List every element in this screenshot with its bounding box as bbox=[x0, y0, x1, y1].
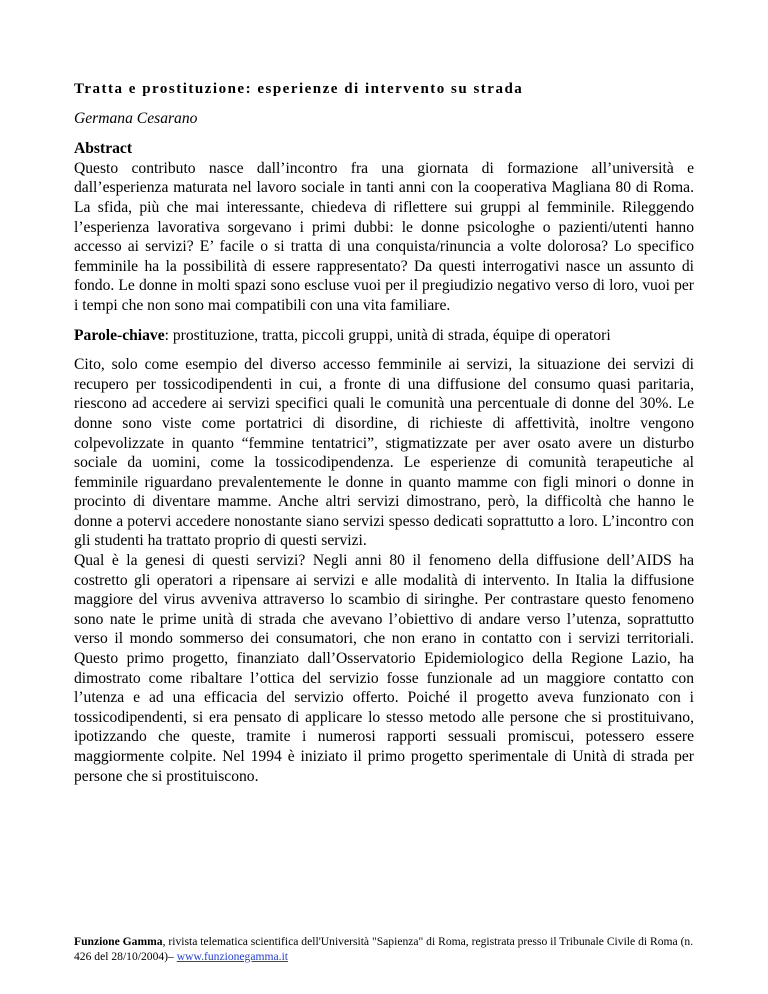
article-title: Tratta e prostituzione: esperienze di intervento su strada bbox=[74, 81, 524, 97]
page-footer bbox=[74, 935, 694, 964]
article-author: Germana Cesarano bbox=[74, 109, 198, 127]
keywords-label: Parole-chiave bbox=[74, 326, 165, 344]
keywords bbox=[74, 326, 694, 346]
article-content bbox=[74, 80, 694, 786]
footer-link[interactable]: www.funzionegamma.it bbox=[176, 949, 289, 963]
body-paragraph: Qual è la genesi di questi servizi? Negli anni 80 il fenomeno della diffusione dell’AIDS ha costretto gli operatori a ripensare ai servizi e alle modalità di intervento. In Italia la diffusione maggiore del virus avveniva attraverso lo scambio di siringhe. Per contrastare questo fenomeno sono nate le prime unità di strada che avevano l’obiettivo di andare verso l’utenza, soprattutto verso il mondo sommerso dei consumatori, che non erano in contatto con i servizi territoriali. Questo primo progetto, finanziato dall’Osservatorio Epidemiologico della Regione Lazio, ha dimostrato come ribaltare l’ottica del servizio fosse funzionale ad un maggiore contatto con l’utenza e ad una efficacia del servizio offerto. Poiché il progetto aveva funzionato con i tossicodipendenti, si era pensato di applicare lo stesso metodo alle persone che si prostituivano, ipotizzando che queste, tramite i numerosi rapporti sessuali promiscui, potessero essere maggiormente colpite. Nel 1994 è iniziato il primo progetto sperimentale di Unità di strada per persone che si prostituiscono. bbox=[74, 552, 694, 785]
abstract-heading: Abstract bbox=[74, 140, 133, 158]
footer-journal: Funzione Gamma bbox=[74, 935, 163, 948]
keywords-text: : prostituzione, tratta, piccoli gruppi, unità di strada, équipe di operatori bbox=[164, 326, 611, 344]
body-paragraph: Cito, solo come esempio del diverso accesso femminile ai servizi, la situazione dei servizi di recupero per tossicodipendenti in cui, a fronte di una diffusione del consumo quasi paritaria, riescono ad accedere ai servizi specifici quali le comunità una percentuale di donne del 30%. Le donne sono viste come portatrici di disordine, di richieste di affettività, inoltre vengono colpevolizzate in quanto “femmine tentatrici”, stigmatizzate per aver osato avere un disturbo sociale da uomini, come la tossicodipendenza. Le esperienze di comunità terapeutiche al femminile riguardano prevalentemente le donne in quanto mamme con figli minori o donne in procinto di diventare mamme. Anche altri servizi dimostrano, però, la difficoltà che hanno le donne a potervi accedere nonostante siano servizi spesso dedicati soprattutto a loro. L’incontro con gli studenti ha trattato proprio di questi servizi. bbox=[74, 356, 694, 550]
footer-text: , rivista telematica scientifica dell'Università "Sapienza" di Roma, registrata presso il Tribunale Civile di Roma (n. 426 del 28/10/2004)– bbox=[74, 935, 694, 963]
abstract-text: Questo contributo nasce dall’incontro fra una giornata di formazione all’università e dall’esperienza maturata nel lavoro sociale in tanti anni con la cooperativa Magliana 80 di Roma. La sfida, più che mai interessante, chiedeva di riflettere sui gruppi al femminile. Rileggendo l’esperienza lavorativa sorgevano i primi dubbi: le donne psicologhe o pazienti/utenti hanno accesso ai servizi? E’ facile o si tratta di una conquista/rinuncia a volte dolorosa? Lo specifico femminile ha la possibilità di essere rappresentato? Da questi interrogativi nasce un assunto di fondo. Le donne in molti spazi sono escluse vuoi per il pregiudizio negativo verso di loro, vuoi per i tempi che non sono mai compatibili con una vita familiare. bbox=[74, 159, 694, 314]
